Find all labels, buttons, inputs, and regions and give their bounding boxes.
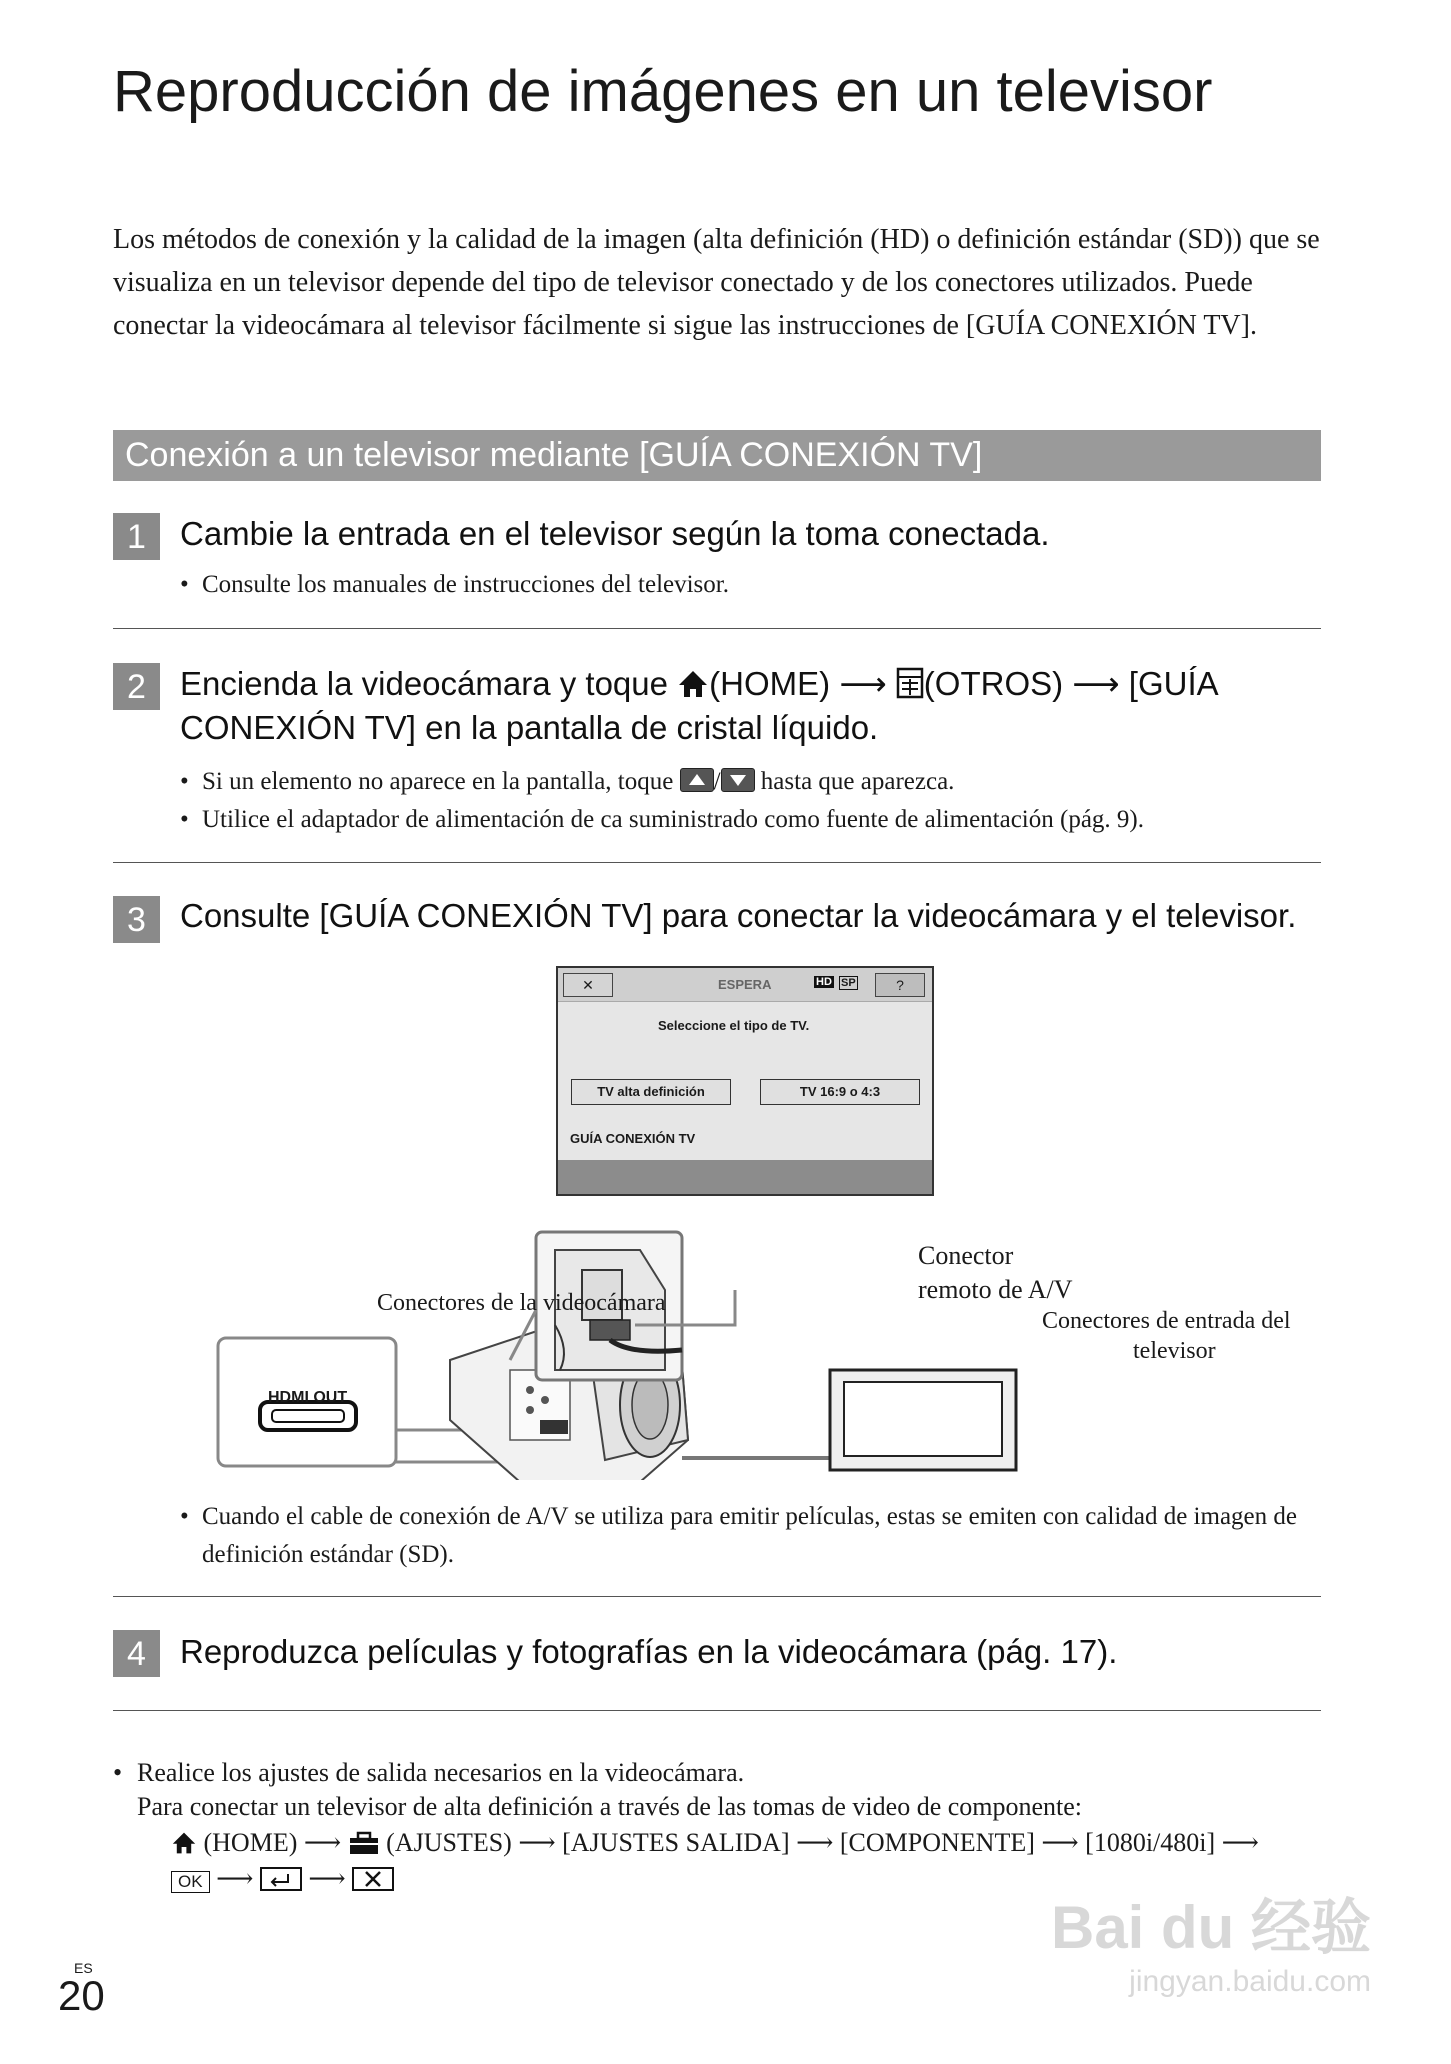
bullet-dot: •: [113, 1758, 123, 1787]
divider: [113, 1596, 1321, 1597]
step-4-number: 4: [113, 1630, 160, 1677]
bullet-text: hasta que aparezca.: [760, 768, 955, 795]
tv-illustration: [830, 1370, 1016, 1470]
close-icon: [352, 1867, 394, 1891]
step-2-others: (OTROS): [923, 665, 1064, 702]
note-output: [AJUSTES SALIDA]: [562, 1828, 790, 1857]
page-number: 20: [58, 1972, 105, 2019]
note-home: (HOME): [203, 1828, 298, 1857]
lcd-option-sd[interactable]: TV 16:9 o 4:3: [760, 1079, 920, 1105]
note-component: [COMPONENTE]: [839, 1828, 1035, 1857]
av-connector-label-2: remoto de A/V: [918, 1275, 1073, 1304]
lcd-footer-title: GUÍA CONEXIÓN TV: [570, 1131, 696, 1146]
note-path: [171, 1826, 1259, 1860]
arrow-icon: ⟶: [518, 1828, 556, 1857]
step-1-text: Cambie la entrada en el televisor según la toma conectada.: [180, 515, 1050, 552]
lcd-screen: [556, 966, 934, 1196]
av-connector-label-1: Conector: [918, 1241, 1014, 1270]
step-3-bullet: • Cuando el cable de conexión de A/V se utiliza para emitir películas, estas se emiten con calidad de imagen de definición estándar (SD).: [180, 1498, 1332, 1574]
arrow-icon: ⟶: [216, 1864, 254, 1893]
tv-inputs-label-1: Conectores de entrada del: [1042, 1308, 1291, 1334]
tv-inputs-label-2: televisor: [1133, 1338, 1216, 1364]
lcd-option-hd[interactable]: TV alta definición: [571, 1079, 731, 1105]
step-1-number: 1: [113, 513, 160, 560]
arrow-icon: ⟶: [1221, 1828, 1259, 1857]
step-2-text-a: Encienda la videocámara y toque: [180, 665, 668, 702]
arrow-icon: ⟶: [796, 1828, 834, 1857]
lcd-hd-badge: HD: [816, 976, 832, 988]
note-path-2: [171, 1862, 394, 1896]
lcd-help-button[interactable]: ?: [875, 973, 925, 997]
step-1-bullet: • Consulte los manuales de instrucciones del televisor.: [180, 566, 729, 604]
camera-connectors-label: Conectores de la videocámara: [377, 1290, 666, 1316]
step-2-bullet-1: • Si un elemento no aparece en la pantalla, toque / hasta que aparezca.: [180, 763, 954, 801]
others-icon: [896, 667, 924, 699]
step-2-bullet-2: • Utilice el adaptador de alimentación de ca suministrado como fuente de alimentación (pág. 9).: [180, 801, 1144, 839]
ok-icon: OK: [171, 1871, 210, 1893]
arrow-icon: ⟶: [308, 1864, 346, 1893]
lcd-prompt: Seleccione el tipo de TV.: [658, 1018, 810, 1033]
step-2-text-c: CONEXIÓN TV] en la pantalla de cristal líquido.: [180, 709, 879, 746]
lcd-status: ESPERA: [718, 977, 772, 992]
lcd-sp-badge: SP: [841, 977, 856, 989]
arrow-icon: ⟶: [1072, 665, 1120, 702]
watermark-logo: Bai du 经验: [1050, 1894, 1371, 1961]
home-icon: [171, 1831, 197, 1855]
note-resolution: [1080i/480i]: [1085, 1828, 1216, 1857]
divider: [113, 862, 1321, 863]
arrow-icon: ⟶: [839, 665, 887, 702]
return-icon: [260, 1867, 302, 1891]
note-line-2: Para conectar un televisor de alta definición a través de las tomas de video de componente:: [137, 1792, 1083, 1821]
page-language: ES: [74, 1960, 93, 1976]
scroll-down-icon: [721, 768, 755, 792]
intro-paragraph: Los métodos de conexión y la calidad de la imagen (alta definición (HD) o definición estándar (SD)) que se visualiza en un televisor depende del tipo de televisor conectado y de los conectores utilizados. Puede conectar la videocámara al televisor fácilmente si sigue las instrucciones de [GUÍA CONEXIÓN TV].: [113, 224, 1320, 341]
bullet-text: Si un elemento no aparece en la pantalla, toque: [202, 768, 674, 795]
scroll-up-icon: [680, 768, 714, 792]
step-4-text: Reproduzca películas y fotografías en la videocámara (pág. 17).: [180, 1633, 1118, 1670]
hdmi-out-label: HDMI OUT: [268, 1389, 348, 1406]
divider: [113, 1710, 1321, 1711]
divider: [113, 628, 1321, 629]
note-line-1: [113, 1756, 744, 1790]
section-title: Conexión a un televisor mediante [GUÍA CONEXIÓN TV]: [125, 436, 983, 474]
arrow-icon: ⟶: [1041, 1828, 1079, 1857]
note-settings: (AJUSTES): [386, 1828, 512, 1857]
step-3-text: Consulte [GUÍA CONEXIÓN TV] para conectar la videocámara y el televisor.: [180, 897, 1297, 934]
lcd-footer: [558, 1160, 932, 1194]
note-text: Realice los ajustes de salida necesarios en la videocámara.: [137, 1758, 745, 1787]
page-title: Reproducción de imágenes en un televisor: [113, 59, 1213, 124]
step-3-number: 3: [113, 896, 160, 943]
home-icon: [677, 669, 709, 699]
lcd-close-button[interactable]: ✕: [563, 973, 613, 997]
arrow-icon: ⟶: [303, 1828, 342, 1857]
section-header: [113, 430, 1321, 481]
step-2-text-b: [GUÍA: [1128, 665, 1219, 702]
step-2-home: (HOME): [709, 665, 831, 702]
toolbox-icon: [348, 1831, 380, 1855]
watermark-url: jingyan.baidu.com: [1129, 1965, 1371, 1998]
step-2-number: 2: [113, 663, 160, 710]
step-2-text: [180, 662, 1310, 750]
